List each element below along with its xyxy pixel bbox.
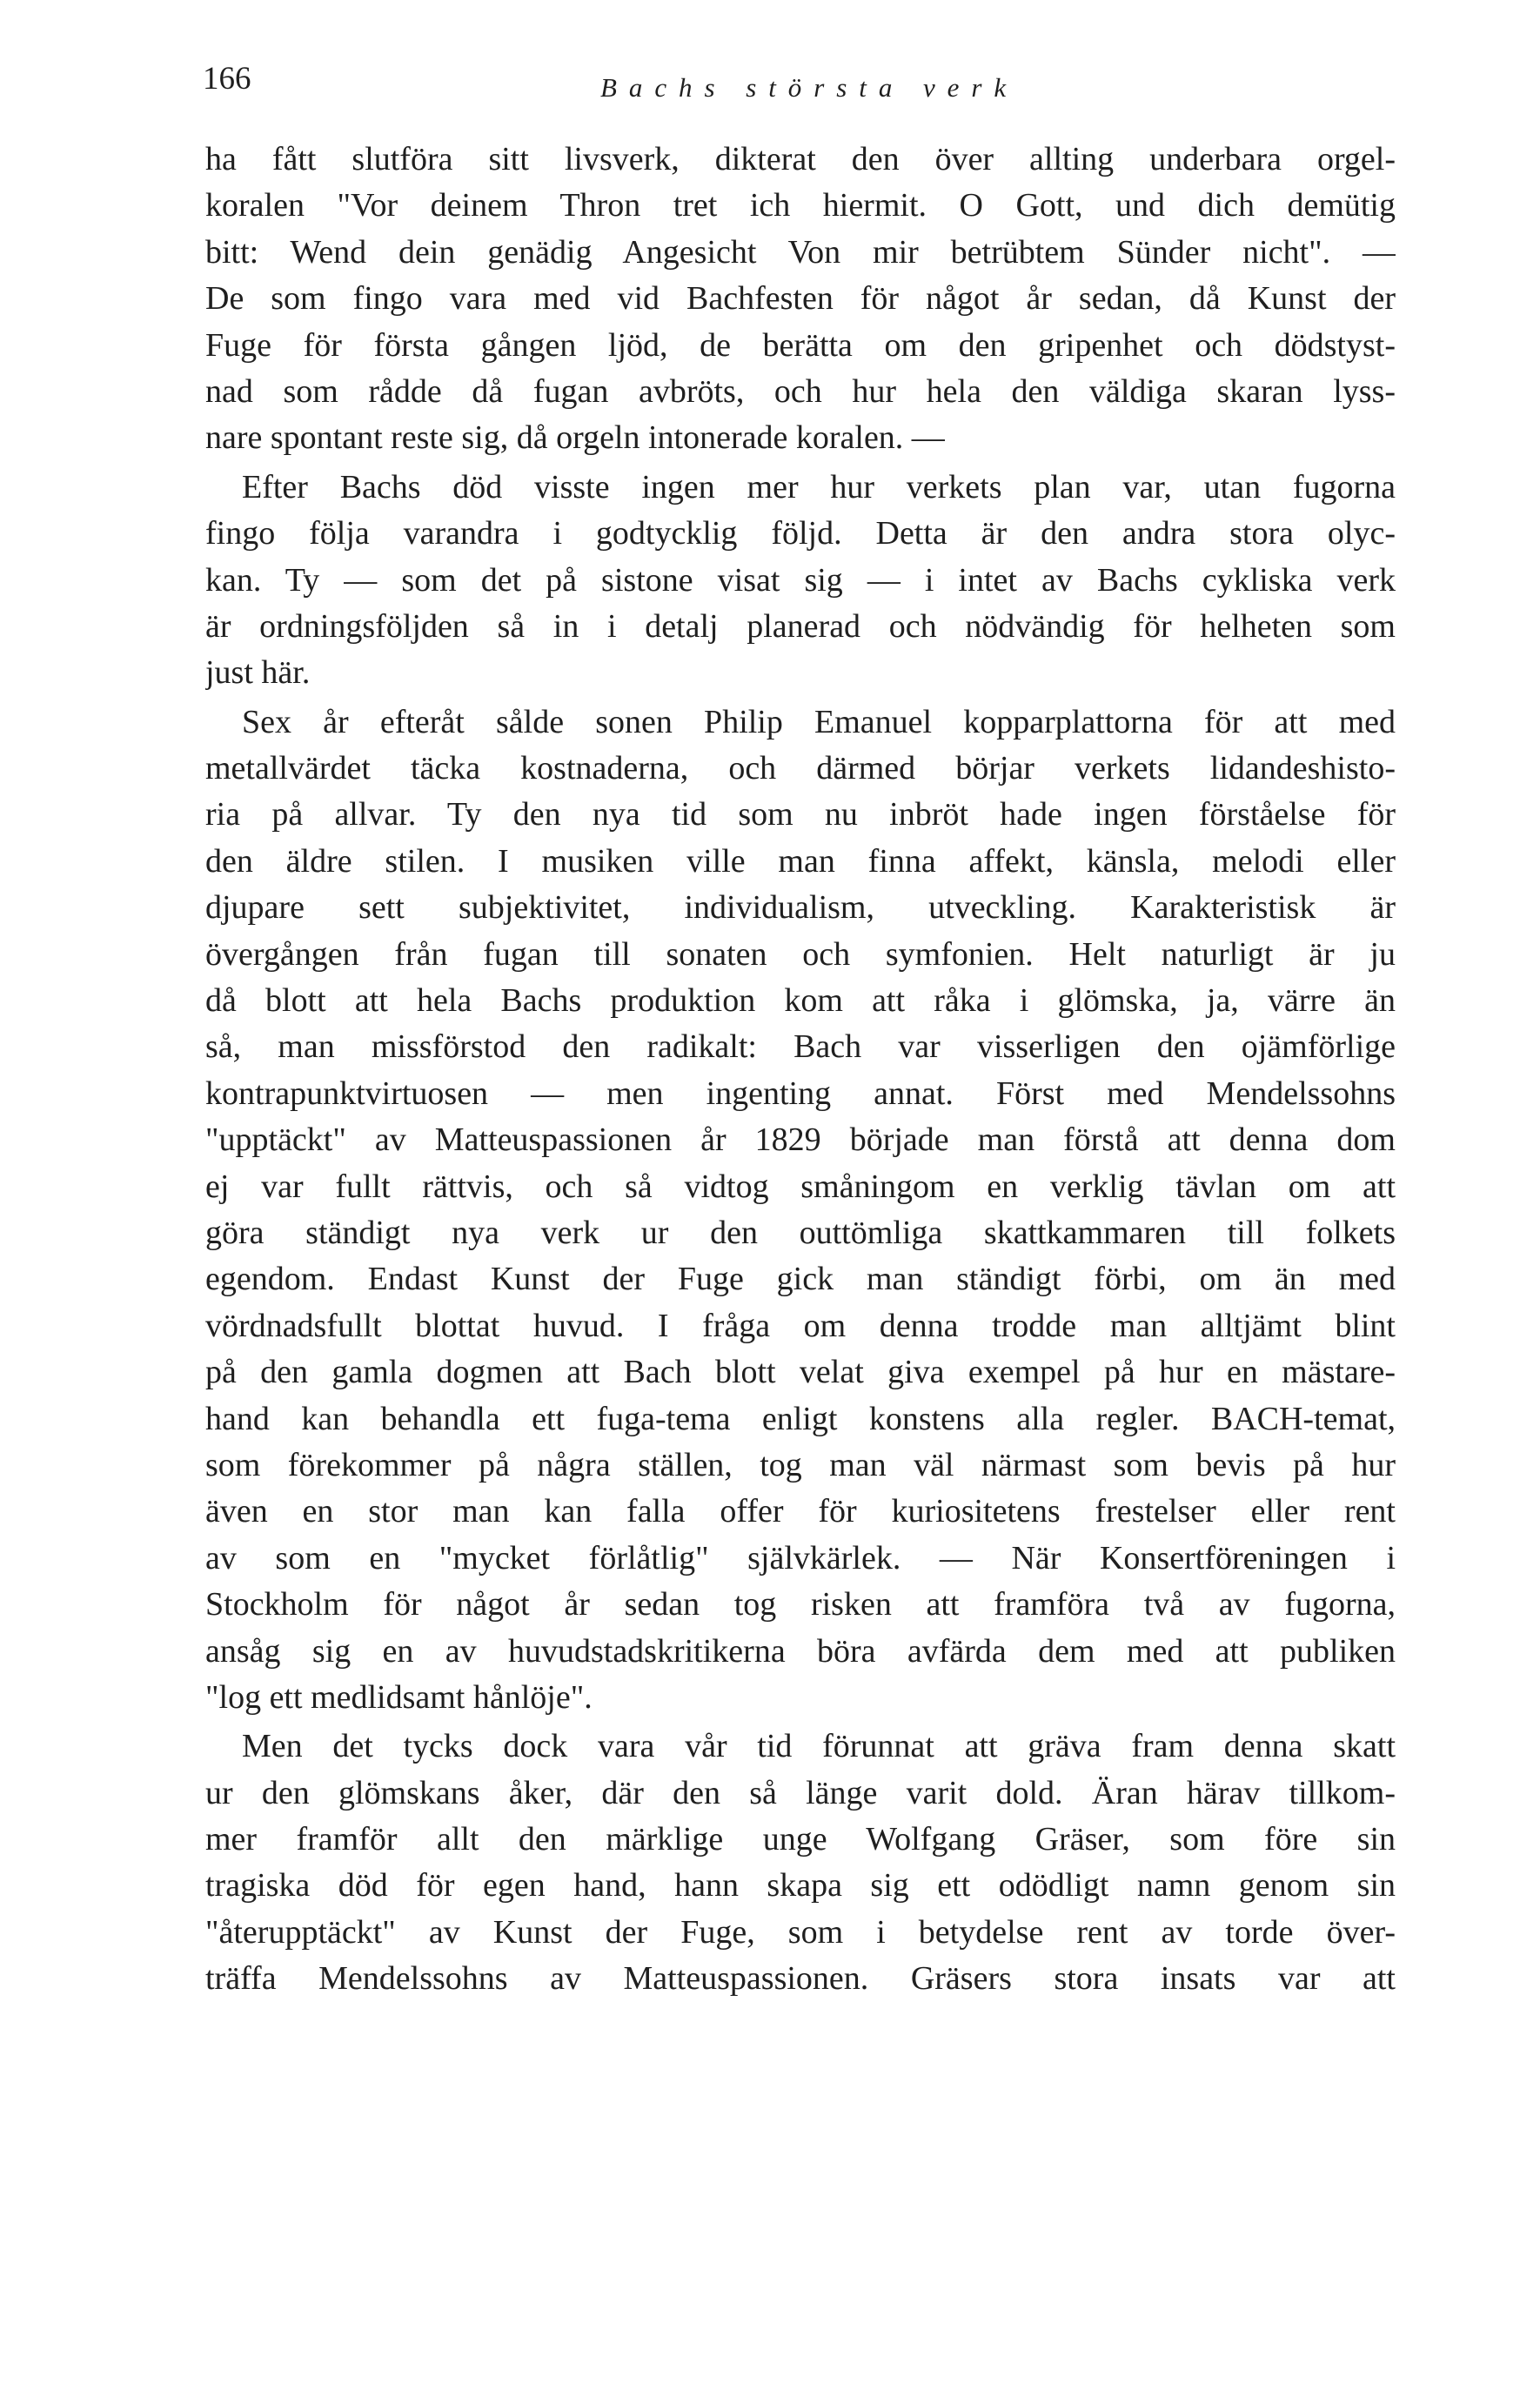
text-line: Men det tycks dock vara vår tid förunnat att gräva fram denna skatt [242, 1728, 1396, 1765]
text-line: så, man missförstod den radikalt: Bach var visserligen den ojämförlige [205, 1028, 1396, 1066]
text-line: är ordningsföljden så in i detalj planerad och nödvändig för helheten som [205, 607, 1396, 645]
paragraph [205, 137, 1396, 462]
text-line: Efter Bachs död visste ingen mer hur verkets plan var, utan fugorna [242, 468, 1396, 505]
running-head: Bachs största verk [600, 72, 1019, 103]
text-line: bitt: Wend dein genädig Angesicht Von mir betrübtem Sünder nicht". — [205, 233, 1396, 271]
text-line: koralen "Vor deinem Thron tret ich hiermit. O Gott, und dich demütig [205, 187, 1396, 224]
text-line: ha fått slutföra sitt livsverk, dikterat den över allting underbara orgel- [205, 141, 1396, 177]
text-line: ur den glömskans åker, där den så länge varit dold. Äran härav tillkom- [205, 1774, 1396, 1811]
text-line: hand kan behandla ett fuga-tema enligt konstens alla regler. BACH-temat, [205, 1400, 1396, 1437]
text-line: Fuge för första gången ljöd, de berätta om den gripenhet och dödstyst- [205, 326, 1396, 364]
text-line: tragiska död för egen hand, hann skapa sig ett odödligt namn genom sin [205, 1867, 1396, 1904]
text-line: då blott att hela Bachs produktion kom att råka i glömska, ja, värre än [205, 982, 1396, 1020]
text-line: metallvärdet täcka kostnaderna, och därmed börjar verkets lidandeshisto- [205, 750, 1396, 787]
text-line: ria på allvar. Ty den nya tid som nu inbröt hade ingen förståelse för [205, 796, 1396, 833]
text-line: "återupptäckt" av Kunst der Fuge, som i betydelse rent av torde över- [205, 1913, 1396, 1951]
text-line: fingo följa varandra i godtycklig följd. Detta är den andra stora olyc- [205, 515, 1396, 552]
text-line: träffa Mendelssohns av Matteuspassionen. Gräsers stora insats var att [205, 1960, 1396, 1998]
text-line: ej var fullt rättvis, och så vidtog småningom en verklig tävlan om att [205, 1168, 1396, 1205]
paragraph [205, 1724, 1396, 2002]
text-line: övergången från fugan till sonaten och symfonien. Helt naturligt är ju [205, 935, 1396, 973]
text-line: just här. [205, 654, 311, 692]
text-line: "log ett medlidsamt hånlöje". [205, 1678, 593, 1716]
text-line: nad som rådde då fugan avbröts, och hur hela den väldiga skaran lyss- [205, 372, 1396, 410]
text-line: göra ständigt nya verk ur den outtömliga skattkammaren till folkets [205, 1214, 1396, 1251]
text-line: egendom. Endast Kunst der Fuge gick man ständigt förbi, om än med [205, 1261, 1396, 1298]
text-line: på den gamla dogmen att Bach blott velat giva exempel på hur en mästare- [205, 1354, 1396, 1391]
text-line: mer framför allt den märklige unge Wolfgang Gräser, som före sin [205, 1821, 1396, 1858]
text-line: Sex år efteråt sålde sonen Philip Emanuel kopparplattorna för att med [242, 703, 1396, 740]
text-line: djupare sett subjektivitet, individualism, utveckling. Karakteristisk är [205, 889, 1396, 927]
text-line: De som fingo vara med vid Bachfesten för något år sedan, då Kunst der [205, 280, 1396, 318]
body-text [205, 137, 1396, 2003]
text-line: som förekommer på några ställen, tog man väl närmast som bevis på hur [205, 1446, 1396, 1483]
paragraph [205, 465, 1396, 697]
text-line: den äldre stilen. I musiken ville man finna affekt, känsla, melodi eller [205, 842, 1396, 880]
text-line: ansåg sig en av huvudstadskritikerna böra avfärda dem med att publiken [205, 1632, 1396, 1670]
text-line: "upptäckt" av Matteuspassionen år 1829 började man förstå att denna dom [205, 1121, 1396, 1159]
text-line: vördnadsfullt blottat huvud. I fråga om denna trodde man alltjämt blint [205, 1307, 1396, 1344]
text-line: av som en "mycket förlåtlig" självkärlek. — När Konsertföreningen i [205, 1539, 1396, 1576]
text-line: Stockholm för något år sedan tog risken att framföra två av fugorna, [205, 1586, 1396, 1623]
text-line: kan. Ty — som det på sistone visat sig — i intet av Bachs cykliska verk [205, 561, 1396, 599]
paragraph [205, 700, 1396, 1722]
text-line: nare spontant reste sig, då orgeln intonerade koralen. — [205, 419, 945, 457]
text-line: kontrapunktvirtuosen — men ingenting annat. Först med Mendelssohns [205, 1074, 1396, 1112]
page-number: 166 [203, 61, 251, 97]
text-line: även en stor man kan falla offer för kuriositetens frestelser eller rent [205, 1493, 1396, 1530]
